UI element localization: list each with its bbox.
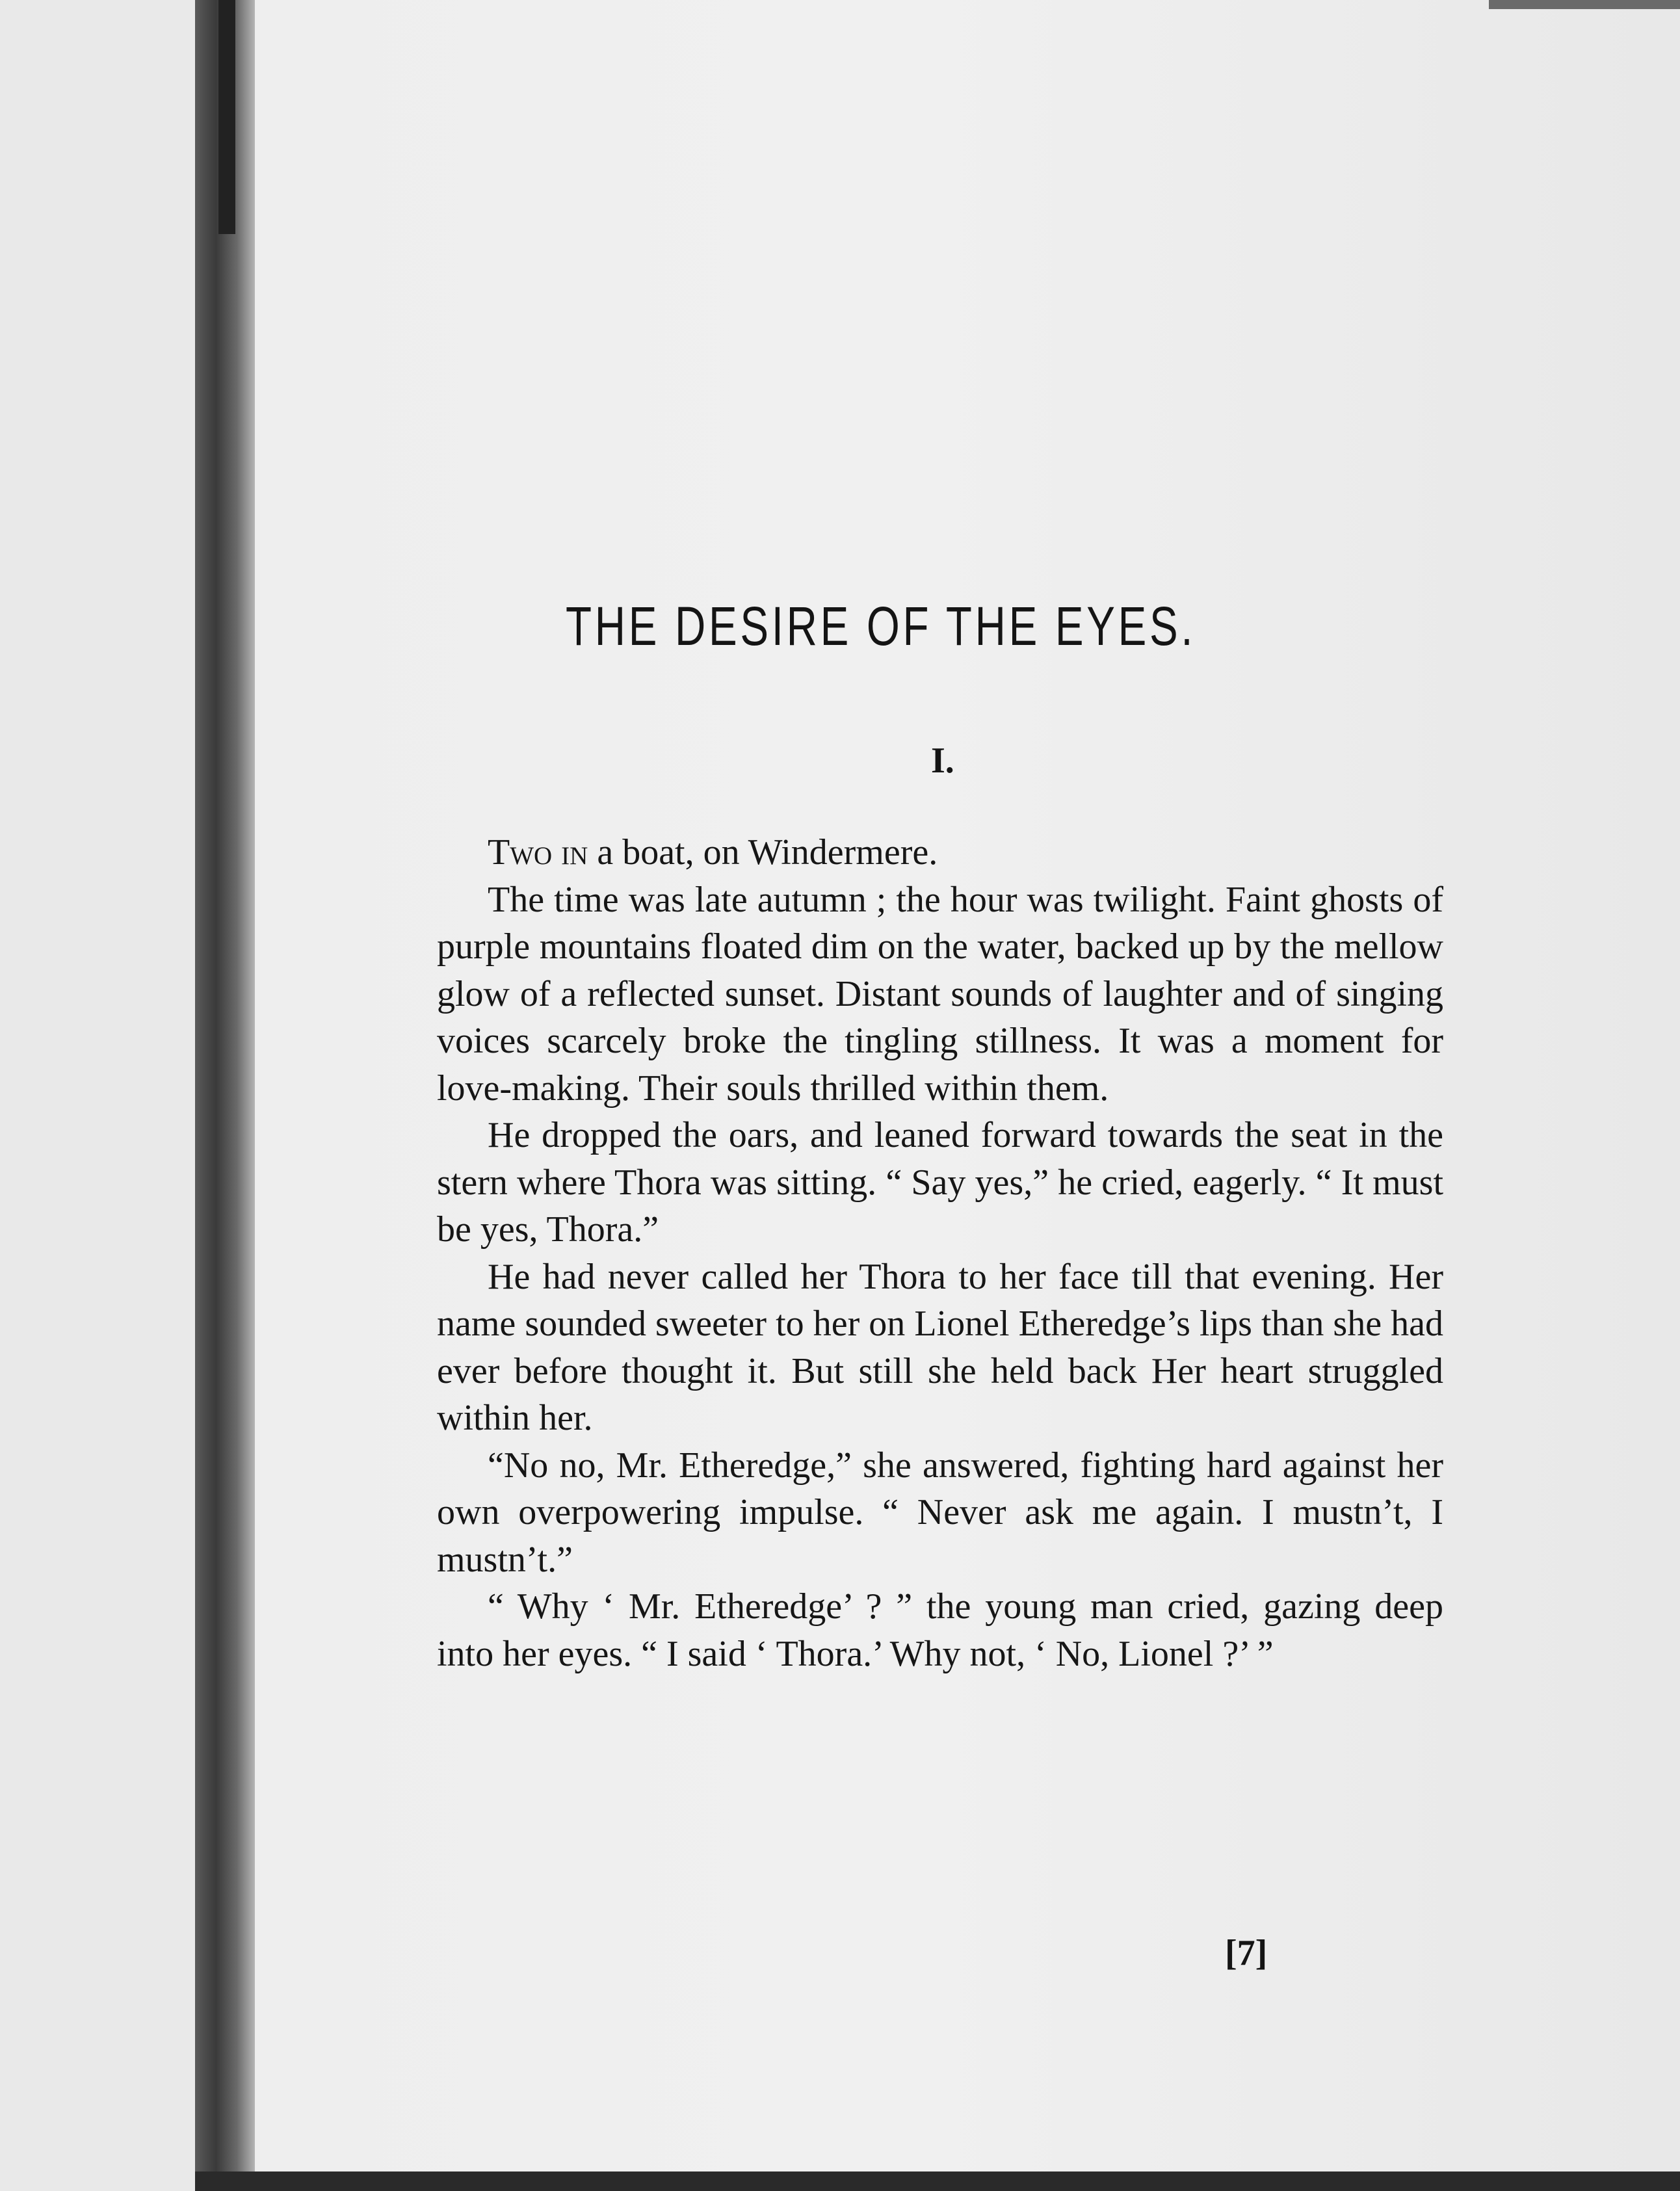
paragraph-3: He dropped the oars, and leaned forward towards the seat in the stern where Thora was sitting. “ Say yes,” he cried, eagerly. “ It must be yes, Thora.”	[437, 1115, 1443, 1250]
book-gutter	[195, 0, 255, 2191]
top-page-edge	[1489, 0, 1680, 9]
paragraph-lead: Two in	[488, 832, 588, 872]
facing-page-margin	[0, 0, 215, 2191]
paragraph-4: He had never called her Thora to her face till that evening. Her name sounded sweeter to her on Lionel Etheredge’s lips than she had ever before thought it. But still she held back Her heart struggled within her.	[437, 1256, 1443, 1438]
page-title: THE DESIRE OF THE EYES.	[566, 596, 1196, 657]
paragraph-2: The time was late autumn ; the hour was twilight. Faint ghosts of purple mountains floated dim on the water, backed up by the mellow glow of a reflected sunset. Distant sounds of laughter and of singing voices scarcely broke the tingling stillness. It was a moment for love-making. Their souls thrilled within them.	[437, 879, 1443, 1109]
chapter-number: I.	[931, 741, 954, 781]
page-number: [7]	[1225, 1933, 1268, 1973]
bottom-page-edge	[195, 2171, 1680, 2191]
paragraph-1	[437, 829, 1443, 876]
paragraph-5: “No no, Mr. Etheredge,” she answered, fighting hard against her own overpowering impulse. “ Never ask me again. I mustn’t, I mustn’t.”	[437, 1445, 1443, 1580]
paragraph-text: a boat, on Windermere.	[588, 832, 938, 872]
gutter-shadow	[218, 0, 235, 234]
paragraph-6: “ Why ‘ Mr. Etheredge’ ? ” the young man cried, gazing deep into her eyes. “ I said ‘ Thora.’ Why not, ‘ No, Lionel ?’ ”	[437, 1586, 1443, 1674]
body-text	[437, 829, 1443, 1677]
